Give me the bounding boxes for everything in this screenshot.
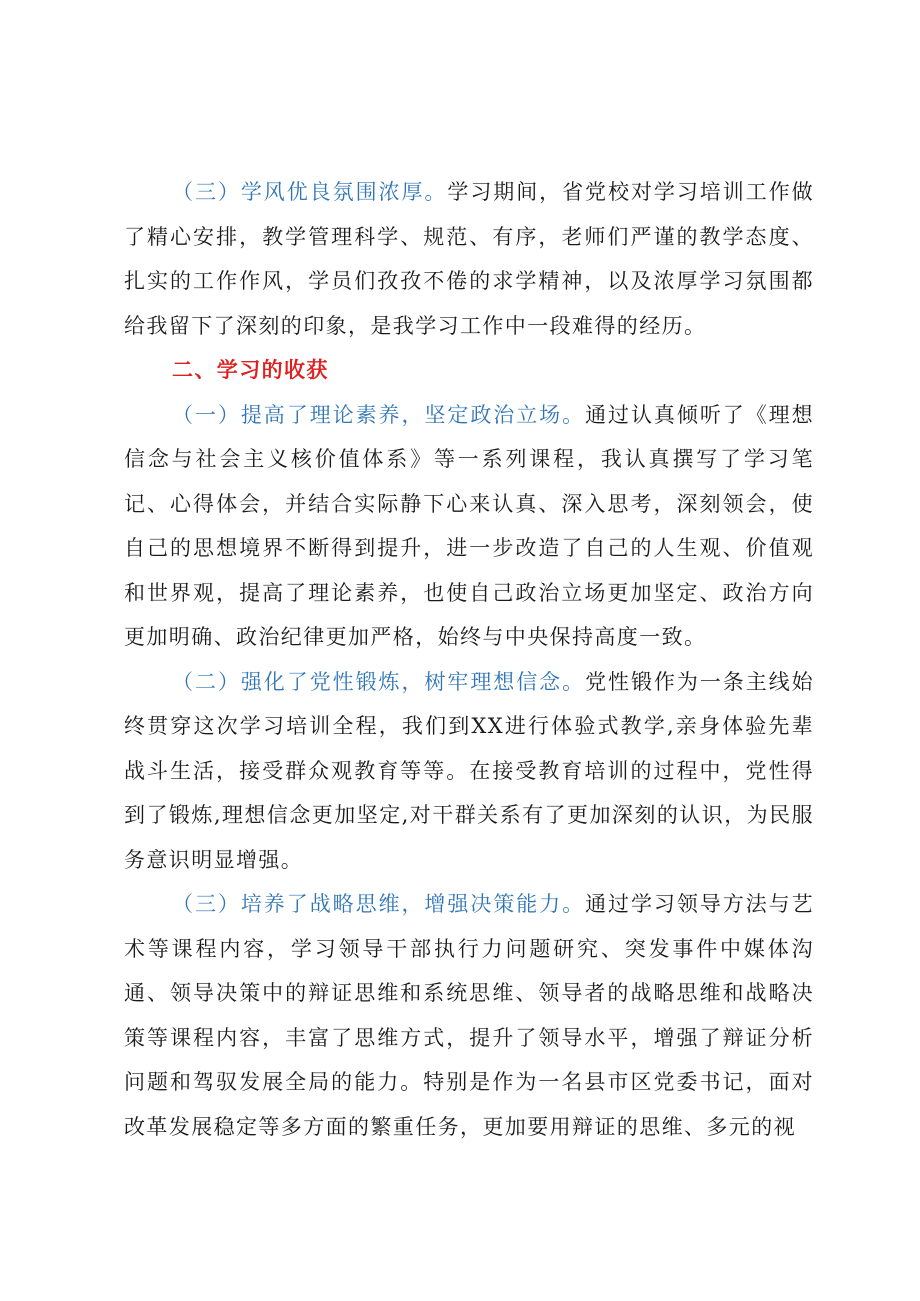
paragraph-text: 通过认真倾听了《理想信念与社会主义核价值体系》等一系列课程，我认真撰写了学习笔记、心得体会，并结合实际静下心来认真、深入思考，深刻领会，使自己的思想境界不断得到提升，进一步改造了自己的人生观、价值观和世界观，提高了理论素养，也使自己政治立场更加坚定、政治方向更加明确、政治纪律更加严格，始终与中央保持高度一致。 — [124, 402, 815, 649]
paragraph-party-spirit — [124, 660, 814, 883]
paragraph-text: 党性锻作为一条主线始终贯穿这次学习培训全程，我们到XX进行体验式教学,亲身体验先辈战斗生活，接受群众观教育等等。在接受教育培训的过程中，党性得到了锻炼,理想信念更加坚定,对干群关系有了更加深刻的认识，为民服务意识明显增强。 — [124, 669, 815, 872]
paragraph-lead: （一）提高了理论素养，坚定政治立场。 — [172, 402, 586, 427]
paragraph-lead: （二）强化了党性锻炼，树牢理想信念。 — [172, 669, 586, 694]
document-body — [124, 170, 814, 1149]
paragraph-lead: （三）培养了战略思维，增强决策能力。 — [172, 892, 586, 916]
paragraph-text: 通过学习领导方法与艺术等课程内容，学习领导干部执行力问题研究、突发事件中媒体沟通、领导决策中的辩证思维和系统思维、领导者的战略思维和战略决策等课程内容，丰富了思维方式，提升了领导水平，增强了辩证分析问题和驾驭发展全局的能力。特别是作为一名县市区党委书记，面对改革发展稳定等多方面的繁重任务，更加要用辩证的思维、多元的视 — [124, 892, 815, 1139]
paragraph-text: 学习期间，省党校对学习培训工作做了精心安排，教学管理科学、规范、有序，老师们严谨的教学态度、扎实的工作作风，学员们孜孜不倦的求学精神，以及浓厚学习氛围都给我留下了深刻的印象，是我学习工作中一段难得的经历。 — [124, 180, 814, 338]
paragraph-theory — [124, 393, 814, 660]
paragraph-study-atmosphere — [124, 170, 814, 348]
paragraph-strategic-thinking — [124, 882, 814, 1149]
section-heading: 二、学习的收获 — [172, 358, 329, 382]
paragraph-lead: （三）学风优良氛围浓厚。 — [172, 180, 448, 204]
